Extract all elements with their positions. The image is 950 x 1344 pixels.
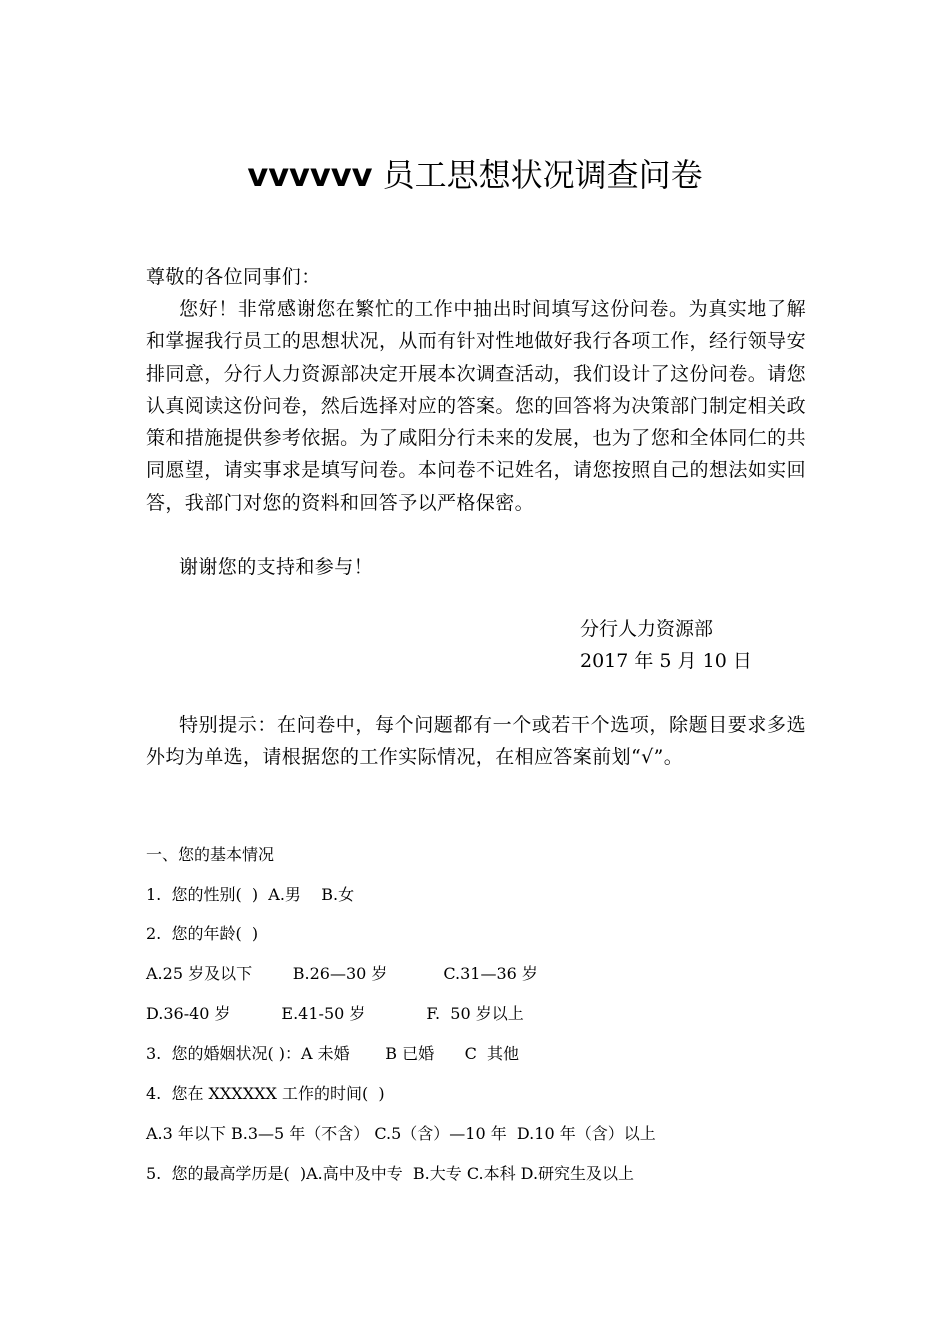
question-2-options-row-2: D.36-40 岁 E.41-50 岁 F. 50 岁以上: [146, 1004, 524, 1023]
intro-paragraph: 您好！非常感谢您在繁忙的工作中抽出时间填写这份问卷。为真实地了解和掌握我行员工的思想状况，从而有针对性地做好我行各项工作，经行领导安排同意，分行人力资源部决定开展本次调查活动，我们设计了这份问卷。请您认真阅读这份问卷，然后选择对应的答案。您的回答将为决策部门制定相关政策和措施提供参考依据。为了咸阳分行未来的发展，也为了您和全体同仁的共同愿望，请实事求是填写问卷。本问卷不记姓名，请您按照自己的想法如实回答，我部门对您的资料和回答予以严格保密。: [146, 298, 806, 514]
question-1: 1. 您的性别( ) A.男 B.女: [146, 885, 355, 904]
signature-dept: 分行人力资源部: [580, 618, 714, 640]
thanks-line: 谢谢您的支持和参与！: [179, 556, 374, 578]
question-2: 2. 您的年龄( ): [146, 924, 259, 943]
title-main: 员工思想状况调查问卷: [372, 156, 703, 194]
signature-date: 2017 年 5 月 10 日: [580, 650, 752, 672]
question-4-options: A.3 年以下 B.3—5 年（不含） C.5（含）—10 年 D.10 年（含）以上: [146, 1124, 656, 1143]
title-prefix: vvvvvv: [247, 156, 373, 194]
question-3: 3. 您的婚姻状况( )：A 未婚 B 已婚 C 其他: [146, 1044, 520, 1063]
tip-paragraph: 特别提示：在问卷中，每个问题都有一个或若干个选项，除题目要求多选外均为单选，请根据您的工作实际情况，在相应答案前划“√”。: [146, 714, 806, 769]
greeting: 尊敬的各位同事们：: [146, 266, 321, 288]
page-title: [0, 150, 950, 200]
section-heading: 一、您的基本情况: [146, 845, 275, 864]
question-2-options-row-1: A.25 岁及以下 B.26—30 岁 C.31—36 岁: [146, 964, 538, 983]
question-5: 5. 您的最高学历是( )A.高中及中专 B.大专 C.本科 D.研究生及以上: [146, 1164, 635, 1183]
question-4: 4. 您在 XXXXXX 工作的时间( ): [146, 1084, 385, 1103]
